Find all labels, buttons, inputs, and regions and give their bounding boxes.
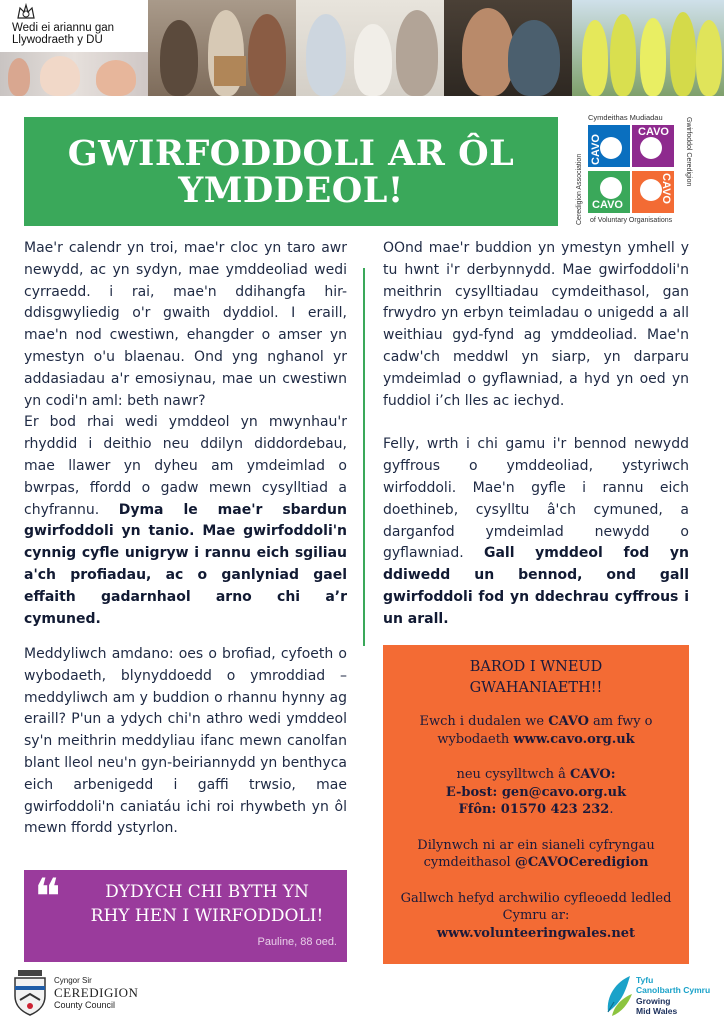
cavo-label-purple: CAVO	[638, 126, 669, 138]
purpose-paragraph	[24, 412, 347, 630]
right-column	[383, 238, 689, 631]
council-shield-icon	[12, 970, 48, 1016]
quote-box	[24, 870, 347, 962]
cavo-website-link[interactable]: www.cavo.org.uk	[513, 731, 635, 747]
page-title: GWIRFODDOLI AR ÔL YMDDEOL!	[67, 132, 515, 211]
cavo-quadrant-purple	[632, 125, 674, 167]
callout-brand-cavo: CAVO	[548, 714, 589, 729]
photo-volunteers-hi-vis	[572, 0, 724, 96]
cavo-left-text: Ceredigion Association	[576, 153, 583, 225]
cavo-quadrant-orange	[632, 171, 674, 213]
council-line-1: Cyngor Sir	[54, 976, 92, 985]
cavo-email-link[interactable]: E-bost: gen@cavo.org.uk	[445, 784, 627, 800]
quote-mark-icon: ❝	[34, 868, 61, 926]
tyfu-line-1: Tyfu	[636, 975, 654, 985]
contact-callout	[383, 645, 689, 964]
callout-social-text	[389, 837, 683, 872]
cavo-quadrant-blue	[588, 125, 630, 167]
uk-government-funding-logo	[6, 0, 146, 52]
cavo-social-handle[interactable]: @CAVOCeredigion	[514, 855, 649, 870]
funding-line-2: Llywodraeth y DU	[12, 34, 103, 46]
callout-website-text	[389, 713, 683, 748]
council-line-2: CEREDIGION	[54, 985, 139, 1000]
callout-wales-text: Gallwch hefyd archwilio cyfleoedd ledled Cymru ar:	[400, 890, 672, 923]
cavo-label-blue: CAVO	[590, 134, 602, 165]
conclusion-bold-text: Gall ymddeol fod yn ddiwedd un bennod, ond gall gwirfoddoli fod yn ddechrau cyffrous i un arall.	[383, 545, 689, 627]
callout-contact-brand: CAVO:	[570, 767, 616, 782]
purpose-bold-text: Dyma le mae'r sbardun gwirfoddoli yn tanio. Mae gwirfoddoli'n cynnig cyfle unigryw i rannu eich sgiliau a'ch profiadau, ac o ganlyniad gael effaith gadarnhaol arno chi a’r cymuned.	[24, 501, 347, 627]
callout-contact-text	[389, 766, 683, 784]
growing-mid-wales-logo	[604, 970, 720, 1020]
tyfu-line-4: Mid Wales	[636, 1006, 678, 1016]
quote-text: DYDYCH CHI BYTH YN RHY HEN I WIRFODDOLI!	[90, 882, 324, 926]
cavo-quadrant-green	[588, 171, 630, 213]
cavo-label-orange: CAVO	[660, 173, 672, 204]
tyfu-line-3: Growing	[636, 996, 671, 1006]
volunteering-wales-link[interactable]: www.volunteeringwales.net	[436, 925, 636, 941]
callout-phone-end: .	[609, 802, 614, 817]
photo-hug	[444, 0, 572, 96]
funding-line-1: Wedi ei ariannu gan	[12, 22, 115, 34]
intro-paragraph: Mae'r calendr yn troi, mae'r cloc yn taro awr newydd, ac yn sydyn, mae ymddeoliad wedi cyrraedd. i rai, mae'n ddihangfa hir-ddisgwyliedig o'r gwaith dyddiol. I eraill, mae'n nod cwestiwn, ehangder o amser yn ymestyn o'u blaenau. Ond yng nghanol yr addasiadau a'r emosiynau, mae un cwestiwn yn codi'n aml: beth nawr?	[24, 240, 347, 409]
callout-phone-line	[389, 801, 683, 819]
cavo-bottom-text: of Voluntary Organisations	[590, 217, 673, 224]
ceredigion-council-logo	[12, 968, 152, 1020]
callout-website-pre: Ewch i dudalen we	[419, 714, 549, 729]
callout-title: BAROD I WNEUD GWAHANIAETH!!	[469, 659, 603, 696]
benefits-paragraph: OOnd mae'r buddion yn ymestyn ymhell y tu hwnt i'r derbynnydd. Mae gwirfoddoli'n meithrin cysylltiadau cymdeithasol, gan frwydro yn erbyn teimladau o unigedd a all weithiau gyd-fynd ag ymddeoliad. Mae'n cadw'ch meddwl yn siarp, yn darparu ymdeimlad o gyflawniad, a hyd yn oed yn fuddiol i’ch lles ac iechyd.	[383, 240, 689, 409]
cavo-label-green: CAVO	[592, 199, 623, 211]
cavo-logo	[574, 113, 714, 231]
royal-crest-icon	[14, 2, 38, 22]
column-divider	[363, 268, 365, 646]
photo-gathering	[296, 0, 444, 96]
callout-website-post: am fwy o wybodaeth	[437, 714, 653, 747]
conclusion-text: Felly, wrth i chi gamu i'r bennod newydd gyffrous o ymddeoliad, ystyriwch wirfoddoli. Mae'n gyfle i rannu eich doethineb, cysylltu â'ch cymuned, a darganfod ymdeimlad newydd o gyflawniad.	[383, 436, 689, 562]
callout-contact-pre: neu cysylltwch â	[456, 767, 571, 782]
council-line-3: County Council	[54, 1000, 116, 1010]
photo-carers	[0, 52, 148, 96]
quote-author: Pauline, 88 oed.	[257, 936, 337, 948]
cavo-top-text: Cymdeithas Mudiadau	[588, 113, 663, 122]
purpose-text: Er bod rhai wedi ymddeol yn mwynhau'r rhyddid i deithio neu ddilyn diddordebau, mae llawer yn dyheu am ymdeimlad o bwrpas, ffordd o gadw mewn cysylltiad a chyfrannu.	[24, 414, 347, 518]
photo-food-bank	[148, 0, 296, 96]
left-column-lower	[24, 644, 347, 840]
header-photo-strip	[0, 0, 724, 96]
callout-social-pre: Dilynwch ni ar ein sianeli cyfryngau cymdeithasol	[417, 837, 655, 870]
title-banner	[24, 117, 558, 226]
left-column	[24, 238, 347, 630]
conclusion-paragraph	[383, 434, 689, 630]
leaf-logo-icon	[604, 972, 634, 1018]
experience-paragraph: Meddyliwch amdano: oes o brofiad, cyfoeth o wybodaeth, blynyddoedd o ymroddiad – meddyliwch am y buddion o rhannu hynny ag eraill? P'un a ydych chi'n athro wedi ymddeol sy'n meithrin meddyliau ifanc mewn canolfan blant lleol neu'n gyn-beiriannydd yn benthyca eich arbenigedd i gaffi trwsio, mae gwirfoddoli'n caniatáu ichi roi rhywbeth yn ôl mewn ffordd ystyrlon.	[24, 646, 347, 837]
tyfu-line-2: Canolbarth Cymru	[636, 985, 711, 995]
cavo-phone: Ffôn: 01570 423 232	[458, 802, 610, 817]
cavo-right-text: Gwirfoddol Ceredigion	[685, 117, 692, 187]
